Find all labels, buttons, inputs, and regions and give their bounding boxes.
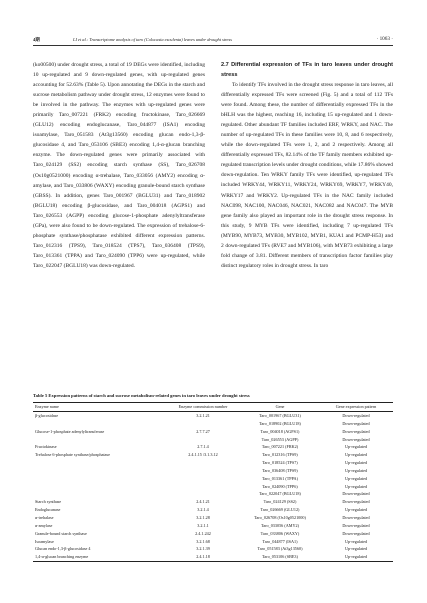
gene-cell: Taro_024090 (TPP6)	[262, 483, 298, 489]
expression-cell: Down-regulated	[342, 491, 370, 497]
table-row	[33, 451, 393, 459]
gene-cell: Taro_033806 (WAXY)	[260, 530, 300, 536]
table-row	[33, 553, 393, 561]
expression-cell: Up-regulated	[344, 467, 368, 473]
expression-cell: Down-regulated	[342, 514, 370, 520]
ec-number-cell: 3.2.1.21	[196, 413, 210, 418]
enzyme-name-cell	[33, 420, 165, 428]
table-row	[33, 412, 393, 420]
ec-number-cell: 3.2.1.39	[196, 546, 210, 552]
expression-cell: Down-regulated	[342, 522, 370, 528]
enzyme-name-cell: β-glucosidase	[35, 413, 59, 418]
ec-number-cell	[165, 490, 241, 498]
expression-cell: Down-regulated	[342, 436, 370, 442]
expression-cell: Down-regulated	[342, 413, 370, 418]
table-row	[33, 538, 393, 546]
ec-number-cell	[165, 459, 241, 467]
ec-number-cell: 2.4.1.15 /3.1.3.12	[188, 452, 218, 458]
expression-cell: Down-regulated	[342, 499, 370, 505]
page-folio: · 1063 ·	[376, 36, 393, 42]
expression-cell: Up-regulated	[344, 444, 368, 450]
enzyme-name-cell: Isoamylase	[35, 538, 54, 544]
enzyme-name-cell: Granule-bound starch synthase	[35, 530, 87, 536]
enzyme-name-cell: 1,4-α-glucan branching enzyme	[33, 553, 165, 561]
gene-cell: Taro_001967 (BGLU31)	[259, 413, 301, 418]
table-row	[33, 428, 393, 436]
ec-number-cell	[165, 475, 241, 483]
ec-number-cell: 2.7.7.27	[196, 428, 210, 434]
enzyme-name-cell	[33, 436, 165, 444]
gene-cell: Taro_026553 (AGPP)	[261, 436, 299, 442]
table-row	[33, 436, 393, 444]
column-header: Enzyme name	[33, 403, 165, 412]
enzyme-name-cell	[33, 490, 165, 498]
enzyme-name-cell: α-trehalase	[35, 514, 54, 520]
ec-number-cell: 2.4.1.18	[165, 553, 241, 561]
left-column	[33, 60, 205, 271]
table-row	[33, 530, 393, 538]
gene-cell: Taro_033056 (AMY2)	[261, 522, 299, 528]
table-row	[33, 522, 393, 530]
gene-cell: Taro_026669 (GLU12)	[260, 507, 300, 513]
gene-cell: Taro_018902 (BGLU18)	[259, 420, 301, 426]
gene-cell: Taro_051583 (At3g13560)	[257, 546, 303, 552]
ec-number-cell: 3.2.1.4	[197, 507, 209, 513]
ec-number-cell	[165, 483, 241, 491]
ec-number-cell: 3.2.1.68	[196, 538, 210, 544]
table-row	[33, 545, 393, 553]
table-caption: Table 5 Expression patterns of starch and sucrose metabolism-related genes in taro leaves under drought stress	[33, 393, 250, 398]
table-row	[33, 514, 393, 522]
ec-number-cell: 2.4.1.242	[195, 530, 211, 536]
enzyme-name-cell: α-amylase	[35, 522, 53, 528]
expression-cell: Up-regulated	[344, 460, 368, 466]
gene-cell: Taro_044877 (ISA1)	[262, 538, 298, 544]
header-rule	[33, 45, 393, 46]
gene-cell: Taro_022047 (BGLU18)	[259, 491, 301, 497]
table-row	[33, 475, 393, 483]
enzyme-name-cell	[33, 459, 165, 467]
ec-number-cell: 2.4.1.21	[196, 499, 210, 505]
table-5	[33, 402, 393, 562]
enzyme-name-cell	[33, 467, 165, 475]
gene-cell: Taro_018524 (TPS7)	[262, 460, 298, 466]
running-header	[33, 35, 393, 44]
issue-number: 4期	[33, 37, 40, 42]
table-row	[33, 443, 393, 451]
expression-cell: Up-regulated	[344, 507, 368, 513]
ec-number-cell	[165, 467, 241, 475]
table-row	[33, 490, 393, 498]
column-header: Enzyme commission number	[165, 403, 241, 412]
table-row	[33, 420, 393, 428]
expression-cell: Down-regulated	[342, 428, 370, 434]
running-title: LI et al.: Transcriptome analysis of taro (Colocasia esculenta) leaves under drought stress	[73, 37, 232, 42]
gene-cell: Taro_004018 (AGPS1)	[260, 428, 300, 434]
gene-cell: Taro_013361 (TPPA)	[262, 475, 298, 481]
expression-cell: Down-regulated	[342, 420, 370, 426]
section-title: 2.7 Differential expression of TFs in taro leaves under drought stress	[221, 62, 393, 78]
ec-number-cell	[165, 436, 241, 444]
expression-cell: Up-regulated	[344, 546, 368, 552]
table-row	[33, 467, 393, 475]
enzyme-name-cell: Glucan endo-1,3-β-glucosidase 4	[35, 546, 91, 552]
column-header: Gene expression pattern	[319, 403, 393, 412]
expression-cell: Down-regulated	[342, 530, 370, 536]
enzyme-name-cell	[33, 483, 165, 491]
gene-cell: Taro_036408 (TPS9)	[262, 467, 298, 473]
table-row	[33, 498, 393, 506]
table-row	[33, 483, 393, 491]
gene-cell: Taro_007221 (FRK2)	[261, 444, 299, 450]
ec-number-cell: 2.7.1.4	[197, 444, 209, 450]
gene-cell: Taro_053106 (SBE3)	[241, 553, 319, 561]
enzyme-name-cell: Endoglucanase	[35, 507, 61, 513]
table-row	[33, 459, 393, 467]
gene-cell: Taro_012316 (TPS9)	[262, 452, 298, 458]
body-paragraph: (ko00500) under drought stress, a total of 19 DEGs were identified, including 10 up-regulated and 9 down-regulated genes, with up-regulated genes accounting for 52.63% (Table 5). Upon annotating the DEGs in the starch and sucrose metabolism pathway under drought stress, 12 enzymes were found to be involved in the pathway. The enzymes with up-regulated genes were primarily Taro_007221 (FRK2) encoding fructokinase, Taro_026669 (GLU12) encoding endoglucanase, Taro_044877 (ISA1) encoding isoamylase, Taro_051583 (At3g13560) encoding glucan endo-1,3-β-glucosidase 4, and Taro_053106 (SBE3) encoding 1,4-α-glucan branching enzyme. The down-regulated genes were primarily associated with Taro_024129 (SS2) encoding starch synthase (SS), Taro_026708 (Os10g0521000) encoding α-trehalase, Taro_033056 (AMY2) encoding α-amylase, and Taro_033806 (WAXY) encoding granule-bound starch synthase (GBSS). In addition, genes Taro_001967 (BGLU31) and Taro_018902 (BGLU18) encoding β-glucosidase, and Taro_004018 (AGPS1) and Taro_026553 (AGPP) encoding glucose-1-phosphate adenylyltransferase (GPa), were also found to be down-regulated. The expression of trehalose-6-phosphate synthase/phosphatase exhibited different expression patterns. Taro_012316 (TPS9), Taro_018524 (TPS7), Taro_036408 (TPS9), Taro_013361 (TPPA) and Taro_024090 (TPP6) were up-regulated, while Taro_022047 (BGLU18) was down-regulated.	[33, 62, 205, 269]
expression-cell: Up-regulated	[344, 538, 368, 544]
ec-number-cell: 3.2.1.28	[196, 514, 210, 520]
body-paragraph: To identify TFs involved in the drought stress response in taro leaves, all differentially expressed TFs were screened (Fig. 5) and a total of 112 TFs were found. Among these, the number of differentially expressed TFs in the bHLH was the highest, reaching 16, including 15 up-regulated and 1 down-regulated. Other abundant TF families included ERF, WRKY, and NAC. The number of up-regulated TFs in these families were 10, 8, and 6 respectively, while the down-regulated TFs were 1, 2, and 2 respectively. Among all differentially expressed TFs, 82.14% of the TF family members exhibited up-regulated transcription levels under drought conditions, while 17.86% showed down-regulation. Ten WRKY family TFs were identified, up-regulated TFs included WRKY44, WRKY11, WRKY24, WRKY69, WRKY7, WRKY40, WRKY17 and WRKY2. Up-regulated TFs in the NAC family included NAC098, NAC100, NAC046, NAC021, NAC082 and NAC047. The MYB gene family also played an important role in the drought stress response. In this study, 9 MYB TFs were identified, including 7 up-regulated TFs (MYB90, MYB73, MYB30, MYB102, MYB1, KUA1 and PCMP-H53) and 2 down-regulated TFs (RVE7 and MYB106), with MYB73 exhibiting a large fold change of 3.81. Different members of transcription factor families play distinct regulatory roles in drought stress. In taro	[221, 82, 393, 269]
expression-cell: Up-regulated	[344, 483, 368, 489]
expression-cell: Up-regulated	[319, 553, 393, 561]
enzyme-name-cell: Starch synthase	[35, 499, 62, 505]
expression-cell: Up-regulated	[344, 475, 368, 481]
enzyme-name-cell	[33, 475, 165, 483]
table-header-row	[33, 403, 393, 412]
enzyme-name-cell: Glucose-1-phosphate adenylyltransferase	[35, 428, 105, 434]
enzyme-name-cell: Trehalose 6-phosphate synthase/phosphatase	[35, 452, 110, 458]
ec-number-cell	[165, 420, 241, 428]
expression-cell: Up-regulated	[344, 452, 368, 458]
enzyme-name-cell: Fructokinase	[35, 444, 57, 450]
ec-number-cell: 3.2.1.1	[197, 522, 209, 528]
column-header: Gene	[241, 403, 319, 412]
gene-cell: Taro_024129 (SS2)	[263, 499, 297, 505]
gene-cell: Taro_026708 (Os10g0521000)	[254, 514, 306, 520]
right-column	[221, 60, 393, 271]
table-row	[33, 506, 393, 514]
